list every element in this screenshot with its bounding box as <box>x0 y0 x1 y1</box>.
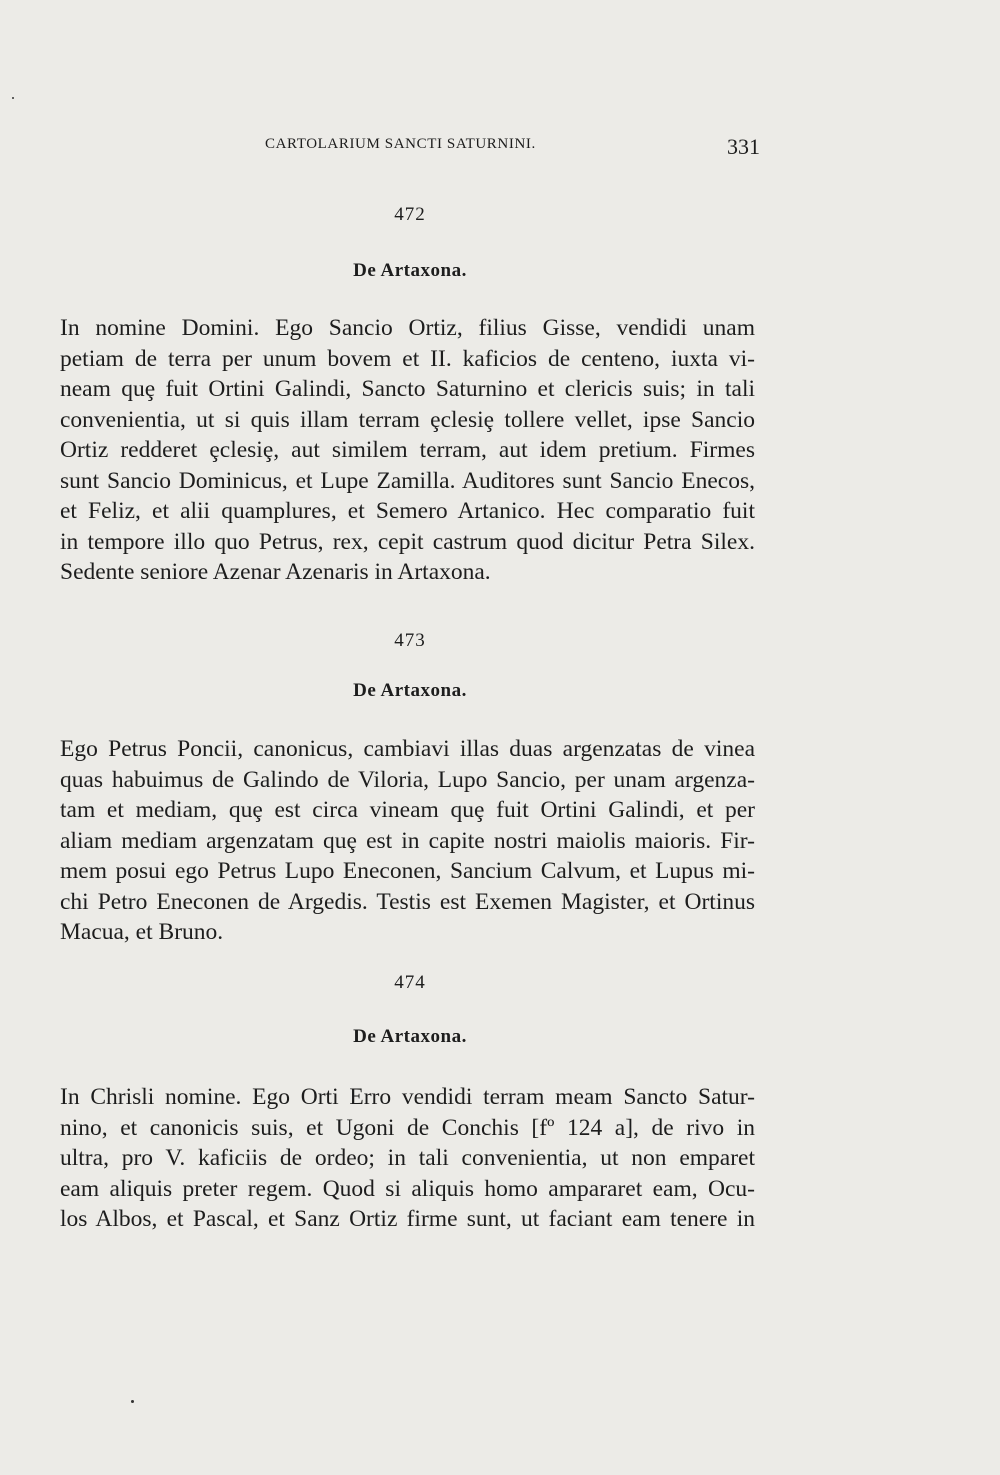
entry-heading: De Artaxona. <box>353 260 467 281</box>
text-line: ultra, pro V. kaficiis de ordeo; in tali convenientia, ut non emparet <box>60 1145 755 1171</box>
text-line: sunt Sancio Dominicus, et Lupe Zamilla. Auditores sunt Sancio Enecos, <box>60 467 755 494</box>
text-line: aliam mediam argenzatam quȩ est in capite nostri maiolis maioris. Fir- <box>60 827 755 854</box>
text-line: eam aliquis preter regem. Quod si aliquis homo ampararet eam, Ocu- <box>60 1175 755 1202</box>
text-line: Sedente seniore Azenar Azenaris in Artaxona. <box>60 559 491 585</box>
entry-text <box>60 734 755 948</box>
running-head <box>60 136 760 160</box>
text-line: neam quȩ fuit Ortini Galindi, Sancto Saturnino et clericis suis; in tali <box>60 376 755 402</box>
entry-number: 472 <box>394 204 426 225</box>
text-line: Ego Petrus Poncii, canonicus, cambiavi illas duas argenzatas de vinea <box>60 736 755 762</box>
entry-text <box>60 313 755 588</box>
text-line: quas habuimus de Galindo de Viloria, Lupo Sancio, per unam argenza- <box>60 766 755 793</box>
entry-number: 473 <box>394 630 426 651</box>
text-line: los Albos, et Pascal, et Sanz Ortiz firme sunt, ut faciant eam tenere in <box>60 1206 755 1232</box>
entry-heading: De Artaxona. <box>353 1026 467 1047</box>
text-line: in tempore illo quo Petrus, rex, cepit castrum quod dicitur Petra Silex. <box>60 528 755 555</box>
entry-number: 474 <box>394 972 426 993</box>
text-line: et Feliz, et alii quamplures, et Semero Artanico. Hec comparatio fuit <box>60 498 755 524</box>
page-number: 331 <box>727 134 760 159</box>
entry-text <box>60 1082 755 1235</box>
text-line: tam et mediam, quȩ est circa vineam quȩ fuit Ortini Galindi, et per <box>60 797 755 823</box>
text-line: petiam de terra per unum bovem et II. kaficios de centeno, iuxta vi- <box>60 345 755 372</box>
running-title: CARTOLARIUM SANCTI SATURNINI. <box>265 136 536 152</box>
text-line: nino, et canonicis suis, et Ugoni de Conchis [fº 124 a], de rivo in <box>60 1114 755 1141</box>
text-line: In nomine Domini. Ego Sancio Ortiz, filius Gisse, vendidi unam <box>60 315 755 341</box>
text-line: chi Petro Eneconen de Argedis. Testis est Exemen Magister, et Ortinus <box>60 888 755 915</box>
text-line: convenientia, ut si quis illam terram ȩclesiȩ tollere vellet, ipse Sancio <box>60 406 755 433</box>
text-line: In Chrisli nomine. Ego Orti Erro vendidi terram meam Sancto Satur- <box>60 1084 755 1110</box>
entry-heading: De Artaxona. <box>353 680 467 701</box>
text-line: Macua, et Bruno. <box>60 919 224 945</box>
text-line: mem posui ego Petrus Lupo Eneconen, Sancium Calvum, et Lupus mi- <box>60 858 755 884</box>
ink-speck <box>12 97 14 99</box>
text-line: Ortiz redderet ȩclesiȩ, aut similem terram, aut idem pretium. Firmes <box>60 437 755 463</box>
ink-speck <box>131 1400 134 1403</box>
